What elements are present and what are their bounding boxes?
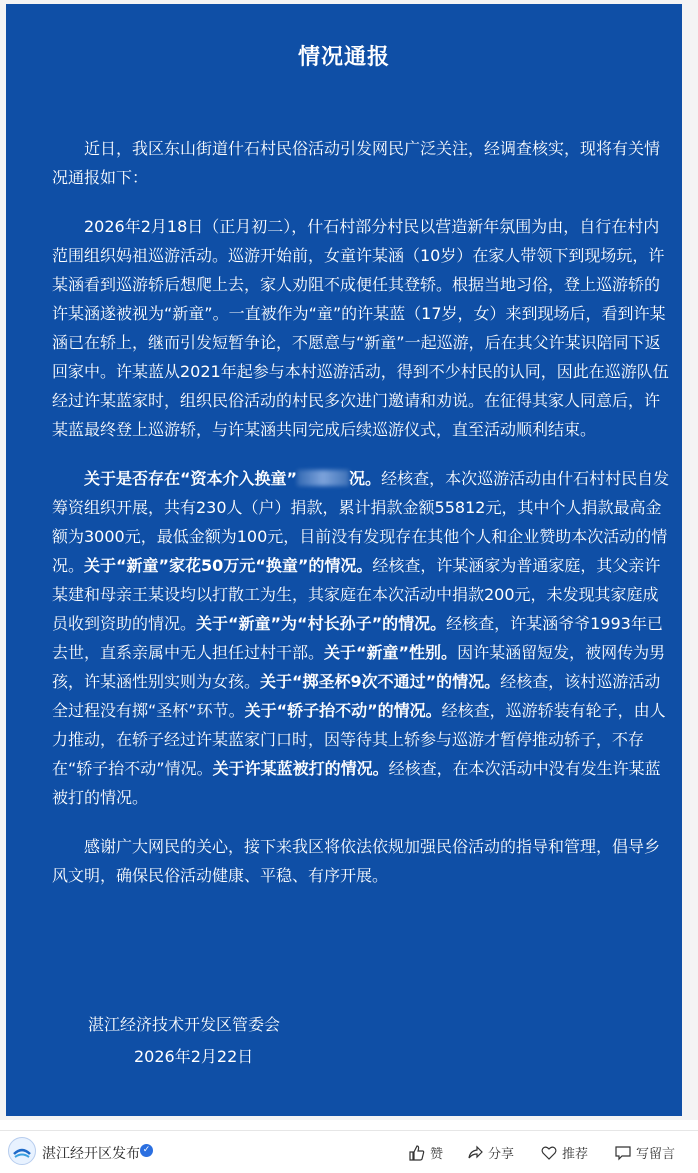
clarification-heading: 关于“新童”性别。 [324, 643, 458, 662]
share-label: 分享 [488, 1147, 515, 1162]
clarification-text: 经核查，许某涵爷爷1993年已去世，直系亲属中无人担任过村干部。 [52, 614, 663, 662]
clarification-heading: 关于“轿子抬不动”的情况。 [244, 701, 442, 720]
paragraph-closing: 感谢广大网民的关心，接下来我区将依法依规加强民俗活动的指导和管理，倡导乡风文明，确保民俗活动健康、平稳、有序开展。 [52, 837, 661, 885]
heart-icon [540, 1144, 558, 1162]
clarification-text: 经核查，在本次活动中没有发生许某蓝被打的情况。 [52, 759, 661, 807]
clarification-text: 经核查，本次巡游活动由什石村村民自发筹资组织开展，共有230人（户）捐款，累计捐款金额55812元，其中个人捐款最高金额为3000元，最低金额为100元，目前没有发现存在其他个人和企业赞助本次活动的情况。 [52, 469, 670, 575]
recommend-button[interactable] [540, 1143, 588, 1162]
account-avatar[interactable] [8, 1137, 36, 1165]
signature: 湛江经济技术开发区管委会 [88, 1015, 281, 1034]
blurred-text [297, 470, 349, 486]
recommend-label: 推荐 [562, 1147, 589, 1162]
comment-icon [614, 1144, 632, 1162]
paragraph-clarifications [52, 464, 672, 812]
clarification-heading: 关于是否存在“资本介入换童” [84, 469, 298, 488]
comment-label: 写留言 [636, 1147, 676, 1162]
paragraph-intro: 近日，我区东山街道什石村民俗活动引发网民广泛关注，经调查核实，现将有关情况通报如下： [52, 139, 661, 187]
notice-panel [6, 4, 682, 1116]
clarification-heading: 关于“掷圣杯9次不通过”的情况。 [260, 672, 501, 691]
clarification-text: 因许某涵留短发，被网传为男孩，许某涵性别实则为女孩。 [52, 643, 666, 691]
like-label: 赞 [430, 1147, 444, 1162]
clarification-text: 经核查，该村巡游活动全过程没有掷“圣杯”环节。 [52, 672, 661, 720]
clarification-text: 经核查，巡游轿装有轮子，由人力推动，在轿子经过许某蓝家门口时，因等待其上轿参与巡游才暂停推动轿子，不存在“轿子抬不动”情况。 [52, 701, 666, 778]
clarification-text: 经核查，许某涵家为普通家庭，其父亲许某建和母亲王某设均以打散工为生，其家庭在本次活动中捐款200元，未发现其家庭成员收到资助的情况。 [52, 556, 661, 633]
date: 2026年2月22日 [134, 1047, 254, 1066]
clarification-heading: 关于“新童”为“村长孙子”的情况。 [196, 614, 447, 633]
clarification-heading: 关于许某蓝被打的情况。 [212, 759, 389, 778]
bottom-action-bar [0, 1130, 698, 1173]
notice-body [52, 134, 672, 910]
share-icon [466, 1144, 484, 1162]
account-name[interactable]: 湛江经开区发布 [42, 1146, 140, 1162]
clarification-heading: 关于“新童”家花50万元“换童”的情况。 [84, 556, 373, 575]
verified-icon: ✓ [140, 1144, 153, 1157]
like-button[interactable] [408, 1143, 443, 1162]
comment-button[interactable] [614, 1143, 675, 1162]
thumbs-up-icon [408, 1144, 426, 1162]
clarification-heading: 况。 [349, 469, 382, 488]
logo-icon [9, 1138, 35, 1164]
paragraph-event: 2026年2月18日（正月初二），什石村部分村民以营造新年氛围为由，自行在村内范围组织妈祖巡游活动。巡游开始前，女童许某涵（10岁）在家人带领下到现场玩，许某涵看到巡游轿后想爬上去，家人劝阻不成便任其登轿。根据当地习俗，登上巡游轿的许某涵遂被视为“新童”。一直被作为“童”的许某蓝（17岁，女）来到现场后，看到许某涵已在轿上，继而引发短暂争论，不愿意与“新童”一起巡游，后在其父许某识陪同下返回家中。许某蓝从2021年起参与本村巡游活动，得到不少村民的认同，因此在巡游队伍经过许某蓝家时，组织民俗活动的村民多次进门邀请和劝说。在征得其家人同意后，许某蓝最终登上巡游轿，与许某涵共同完成后续巡游仪式，直至活动顺利结束。 [52, 217, 669, 439]
notice-title: 情况通报 [297, 45, 390, 70]
share-button[interactable] [466, 1143, 514, 1162]
